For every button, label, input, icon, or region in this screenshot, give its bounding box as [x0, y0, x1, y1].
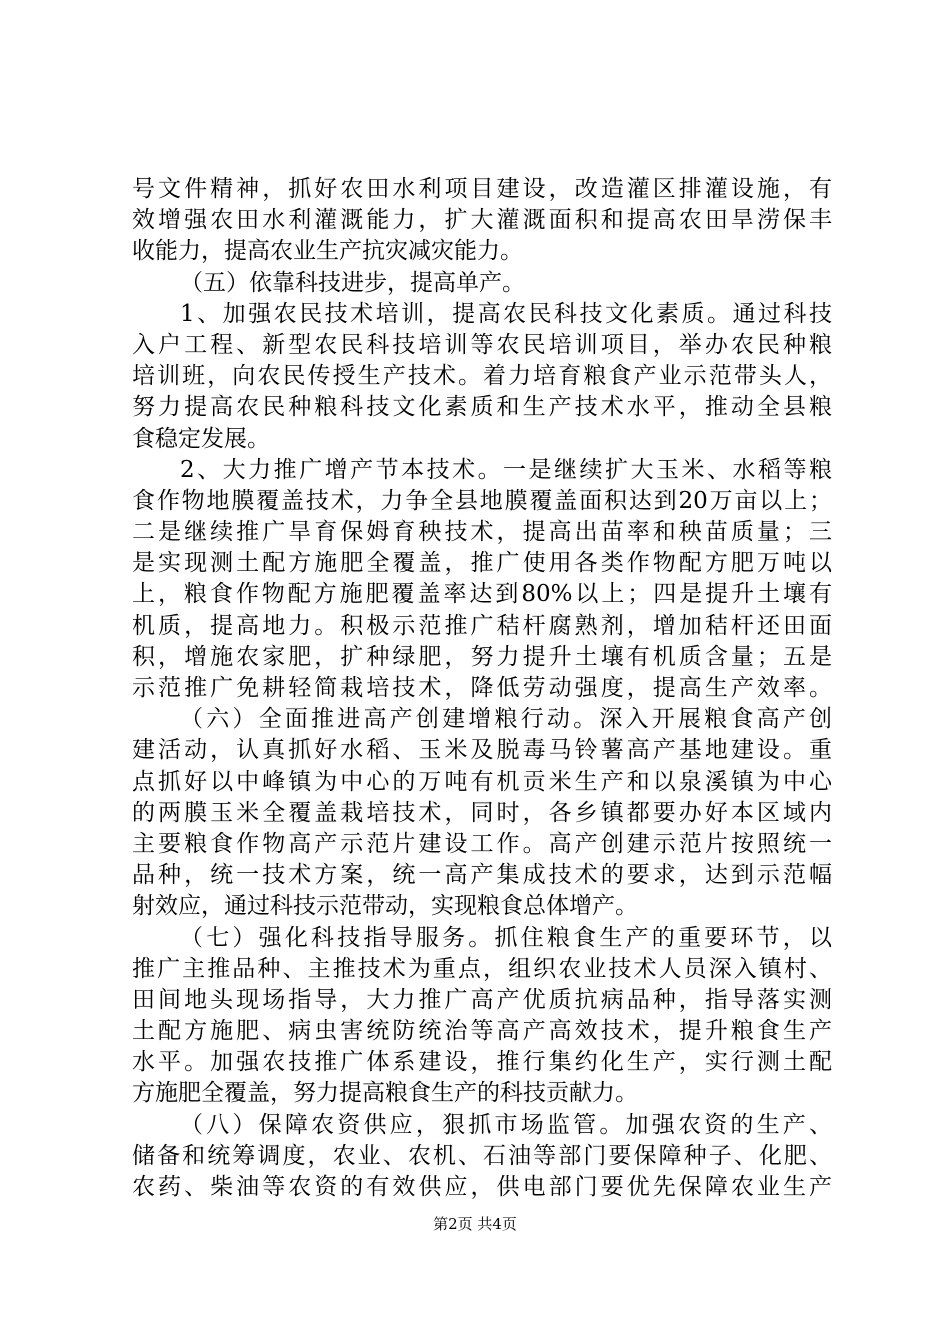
text-line: 示范推广免耕轻简栽培技术，降低劳动强度，提高生产效率。	[132, 675, 832, 701]
text-line: 射效应，通过科技示范带动，实现粮食总体增产。	[132, 893, 638, 920]
text-line: 建活动，认真抓好水稻、玉米及脱毒马铃薯高产基地建设。重	[132, 737, 832, 764]
text-line: 机质，提高地力。积极示范推广秸杆腐熟剂，增加秸杆还田面	[132, 612, 832, 639]
page-number-footer: 第2页 共4页	[433, 1215, 517, 1233]
text-line: 储备和统筹调度，农业、农机、石油等部门要保障种子、化肥、	[132, 1142, 832, 1169]
section-heading-8: （八）保障农资供应，狠抓市场监管。加强农资的生产、	[180, 1111, 832, 1138]
text-line: 收能力，提高农业生产抗灾减灾能力。	[132, 238, 523, 265]
text-line: 号文件精神，抓好农田水利项目建设，改造灌区排灌设施，有	[132, 176, 832, 202]
text-line: 的两膜玉米全覆盖栽培技术，同时，各乡镇都要办好本区域内	[132, 799, 832, 826]
text-line: 是实现测土配方施肥全覆盖，推广使用各类作物配方肥万吨以	[132, 550, 832, 577]
text-line: 方施肥全覆盖，努力提高粮食生产的科技贡献力。	[132, 1080, 638, 1107]
text-line: 食作物地膜覆盖技术，力争全县地膜覆盖面积达到20万亩以上；	[132, 487, 832, 514]
text-line: 培训班，向农民传授生产技术。着力培育粮食产业示范带头人，	[132, 363, 832, 390]
text-line: 上，粮食作物配方施肥覆盖率达到80%以上；四是提升土壤有	[132, 581, 832, 608]
text-line: 入户工程、新型农民科技培训等农民培训项目，举办农民种粮	[132, 331, 832, 358]
text-line: 品种，统一技术方案，统一高产集成技术的要求，达到示范幅	[132, 862, 832, 889]
text-line: 点抓好以中峰镇为中心的万吨有机贡米生产和以泉溪镇为中心	[132, 768, 832, 795]
text-line: 积，增施农家肥，扩种绿肥，努力提升土壤有机质含量；五是	[132, 643, 832, 670]
text-line: 农药、柴油等农资的有效供应，供电部门要优先保障农业生产	[132, 1174, 832, 1200]
text-line: 推广主推品种、主推技术为重点，组织农业技术人员深入镇村、	[132, 955, 832, 982]
text-line: 2、大力推广增产节本技术。一是继续扩大玉米、水稻等粮	[180, 456, 832, 483]
text-line: 水平。加强农技推广体系建设，推行集约化生产，实行测土配	[132, 1049, 832, 1076]
text-line: 田间地头现场指导，大力推广高产优质抗病品种，指导落实测	[132, 986, 832, 1013]
text-line: 1、加强农民技术培训，提高农民科技文化素质。通过科技	[180, 300, 832, 327]
text-line: 二是继续推广旱育保姆育秧技术，提高出苗率和秧苗质量；三	[132, 519, 832, 546]
section-heading-6: （六）全面推进高产创建增粮行动。深入开展粮食高产创	[180, 706, 832, 733]
text-line: 努力提高农民种粮科技文化素质和生产技术水平，推动全县粮	[132, 394, 832, 421]
text-line: 主要粮食作物高产示范片建设工作。高产创建示范片按照统一	[132, 830, 832, 857]
document-body	[132, 174, 832, 1203]
text-line: 食稳定发展。	[132, 425, 270, 452]
section-heading-5: （五）依靠科技进步，提高单产。	[180, 269, 525, 296]
text-line: 土配方施肥、病虫害统防统治等高产高效技术，提升粮食生产	[132, 1018, 832, 1045]
section-heading-7: （七）强化科技指导服务。抓住粮食生产的重要环节，以	[180, 924, 832, 951]
text-line: 效增强农田水利灌溉能力，扩大灌溉面积和提高农田旱涝保丰	[132, 207, 832, 234]
